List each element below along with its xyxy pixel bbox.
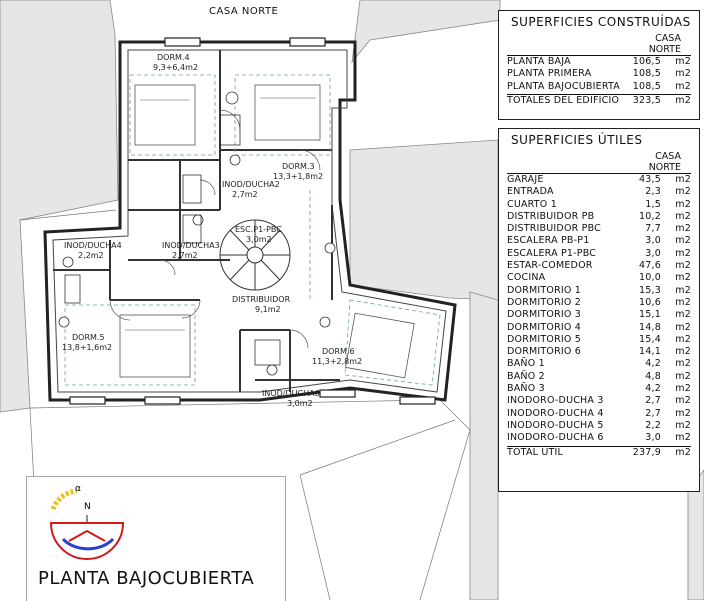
utiles-row <box>507 297 691 309</box>
utiles-row <box>507 334 691 346</box>
utiles-row <box>507 371 691 383</box>
utiles-row-unit: m2 <box>675 247 691 259</box>
utiles-row-value: 4,8 <box>645 370 661 382</box>
construidas-row-name: PLANTA BAJA <box>507 56 571 67</box>
casa-norte-label: CASA NORTE <box>209 6 279 17</box>
utiles-row-name: DORMITORIO 3 <box>507 309 582 321</box>
compass-icon <box>33 481 153 571</box>
utiles-row-unit: m2 <box>675 309 691 321</box>
utiles-row-unit: m2 <box>675 272 691 284</box>
construidas-total-name: TOTALES DEL EDIFICIO <box>507 94 620 106</box>
label-dorm3-name: DORM.3 <box>282 162 315 171</box>
label-inod4-name: INOD/DUCHA4 <box>64 241 122 250</box>
utiles-row-name: ENTRADA <box>507 186 554 198</box>
utiles-panel <box>498 128 700 492</box>
utiles-row-value: 7,7 <box>645 223 661 235</box>
utiles-row-value: 2,2 <box>645 419 661 431</box>
label-inod4-area: 2,2m2 <box>78 251 104 260</box>
label-inod2-area: 2,7m2 <box>232 190 258 199</box>
label-dorm5-area: 13,8+1,6m2 <box>62 343 113 352</box>
construidas-total-row <box>507 94 691 107</box>
construidas-row <box>507 81 691 93</box>
utiles-row <box>507 285 691 297</box>
construidas-row-unit: m2 <box>675 68 691 80</box>
utiles-row <box>507 272 691 284</box>
utiles-row-value: 4,2 <box>645 358 661 370</box>
utiles-row-name: BAÑO 3 <box>507 383 545 395</box>
label-inod3-area: 2,7m2 <box>172 251 198 260</box>
utiles-row-value: 2,7 <box>645 395 661 407</box>
utiles-row-name: ESTAR-COMEDOR <box>507 260 593 272</box>
utiles-row-unit: m2 <box>675 284 691 296</box>
utiles-row-value: 2,3 <box>645 186 661 198</box>
label-inod3-name: INOD/DUCHA3 <box>162 241 220 250</box>
utiles-row-unit: m2 <box>675 395 691 407</box>
utiles-row-name: DORMITORIO 5 <box>507 333 582 345</box>
utiles-total-unit: m2 <box>675 446 691 458</box>
utiles-row-unit: m2 <box>675 296 691 308</box>
utiles-row-name: DORMITORIO 2 <box>507 296 582 308</box>
utiles-row-value: 15,3 <box>639 284 661 296</box>
utiles-row-name: COCINA <box>507 272 546 284</box>
utiles-row-name: BAÑO 2 <box>507 370 545 382</box>
utiles-row <box>507 174 691 186</box>
label-esc-area: 3,0m2 <box>246 235 272 244</box>
utiles-col1: CASA <box>655 151 681 162</box>
construidas-col2: NORTE <box>507 44 691 56</box>
construidas-row-value: 108,5 <box>632 68 661 80</box>
utiles-row-unit: m2 <box>675 198 691 210</box>
utiles-row-name: DORMITORIO 6 <box>507 346 582 358</box>
construidas-rows <box>499 56 699 93</box>
label-dist-name: DISTRIBUIDOR <box>232 295 291 304</box>
construidas-total-unit: m2 <box>675 94 691 106</box>
utiles-row-name: CUARTO 1 <box>507 198 557 210</box>
utiles-row-unit: m2 <box>675 419 691 431</box>
utiles-row-value: 4,2 <box>645 383 661 395</box>
label-dorm6-name: DORM.6 <box>322 347 355 356</box>
utiles-row-name: INODORO-DUCHA 6 <box>507 432 604 444</box>
utiles-row-name: INODORO-DUCHA 3 <box>507 395 604 407</box>
utiles-rows <box>499 174 699 445</box>
construidas-row <box>507 68 691 80</box>
utiles-row-value: 10,6 <box>639 296 661 308</box>
utiles-row-unit: m2 <box>675 407 691 419</box>
utiles-row-value: 15,1 <box>639 309 661 321</box>
utiles-row-value: 14,8 <box>639 321 661 333</box>
utiles-row <box>507 395 691 407</box>
plan-title: PLANTA BAJOCUBIERTA <box>38 568 255 589</box>
utiles-row-unit: m2 <box>675 210 691 222</box>
utiles-row <box>507 211 691 223</box>
utiles-row-unit: m2 <box>675 186 691 198</box>
label-dorm4-name: DORM.4 <box>157 53 190 62</box>
utiles-row <box>507 235 691 247</box>
utiles-row-name: INODORO-DUCHA 4 <box>507 407 604 419</box>
construidas-panel <box>498 10 700 120</box>
construidas-row <box>507 56 691 68</box>
utiles-row <box>507 383 691 395</box>
utiles-col2: NORTE <box>507 162 691 174</box>
utiles-row <box>507 408 691 420</box>
utiles-row <box>507 248 691 260</box>
label-dist-area: 9,1m2 <box>255 305 281 314</box>
utiles-row-name: ESCALERA PB-P1 <box>507 235 590 247</box>
utiles-title: SUPERFICIES ÚTILES <box>511 133 643 147</box>
utiles-row-name: INODORO-DUCHA 5 <box>507 419 604 431</box>
utiles-row <box>507 420 691 432</box>
utiles-row-value: 3,0 <box>645 432 661 444</box>
utiles-row-value: 10,0 <box>639 272 661 284</box>
utiles-row <box>507 223 691 235</box>
utiles-row <box>507 309 691 321</box>
compass-alpha: α <box>75 484 81 494</box>
utiles-row-value: 43,5 <box>639 174 661 185</box>
utiles-row-unit: m2 <box>675 235 691 247</box>
construidas-row-name: PLANTA PRIMERA <box>507 68 592 80</box>
utiles-row-unit: m2 <box>675 346 691 358</box>
utiles-row-name: DISTRIBUIDOR PB <box>507 210 595 222</box>
construidas-title: SUPERFICIES CONSTRUÍDAS <box>511 15 691 29</box>
utiles-total-value: 237,9 <box>632 446 661 458</box>
utiles-total-name: TOTAL ÚTIL <box>507 446 564 458</box>
utiles-row <box>507 260 691 272</box>
utiles-row-unit: m2 <box>675 321 691 333</box>
label-inod6-name: INOD/DUCHA6 <box>262 389 320 398</box>
construidas-row-name: PLANTA BAJOCUBIERTA <box>507 80 620 92</box>
utiles-row-value: 15,4 <box>639 333 661 345</box>
compass-north: N <box>84 502 91 512</box>
utiles-row-name: BAÑO 1 <box>507 358 545 370</box>
utiles-row-unit: m2 <box>675 174 691 185</box>
utiles-row-name: ESCALERA P1-PBC <box>507 247 597 259</box>
utiles-row-value: 2,7 <box>645 407 661 419</box>
utiles-row-value: 1,5 <box>645 198 661 210</box>
construidas-row-value: 108,5 <box>632 80 661 92</box>
label-dorm6-area: 11,3+2,8m2 <box>312 357 363 366</box>
construidas-row-value: 106,5 <box>632 56 661 67</box>
utiles-row <box>507 358 691 370</box>
utiles-row-value: 3,0 <box>645 235 661 247</box>
utiles-row-unit: m2 <box>675 260 691 272</box>
utiles-row <box>507 186 691 198</box>
utiles-row-value: 14,1 <box>639 346 661 358</box>
utiles-row-value: 47,6 <box>639 260 661 272</box>
label-esc-name: ESC.P1-PBC <box>235 225 282 234</box>
utiles-row-unit: m2 <box>675 432 691 444</box>
utiles-row-unit: m2 <box>675 383 691 395</box>
construidas-total-value: 323,5 <box>632 94 661 106</box>
construidas-row-unit: m2 <box>675 56 691 67</box>
utiles-row-value: 3,0 <box>645 247 661 259</box>
utiles-row-unit: m2 <box>675 370 691 382</box>
utiles-row-value: 10,2 <box>639 210 661 222</box>
utiles-row-unit: m2 <box>675 358 691 370</box>
utiles-row-name: GARAJE <box>507 174 544 185</box>
construidas-row-unit: m2 <box>675 80 691 92</box>
utiles-row <box>507 432 691 444</box>
utiles-row-name: DORMITORIO 1 <box>507 284 582 296</box>
utiles-row <box>507 346 691 358</box>
label-inod2-name: INOD/DUCHA2 <box>222 180 280 189</box>
label-inod6-area: 3,0m2 <box>287 399 313 408</box>
utiles-row-unit: m2 <box>675 333 691 345</box>
utiles-row-name: DORMITORIO 4 <box>507 321 582 333</box>
utiles-row-unit: m2 <box>675 223 691 235</box>
utiles-row <box>507 199 691 211</box>
utiles-row <box>507 322 691 334</box>
label-dorm3-area: 13,3+1,8m2 <box>273 172 324 181</box>
utiles-row-name: DISTRIBUIDOR PBC <box>507 223 601 235</box>
utiles-total-row <box>507 446 691 459</box>
construidas-col1: CASA <box>655 33 681 44</box>
label-dorm5-name: DORM.5 <box>72 333 105 342</box>
label-dorm4-area: 9,3+6,4m2 <box>153 63 199 72</box>
